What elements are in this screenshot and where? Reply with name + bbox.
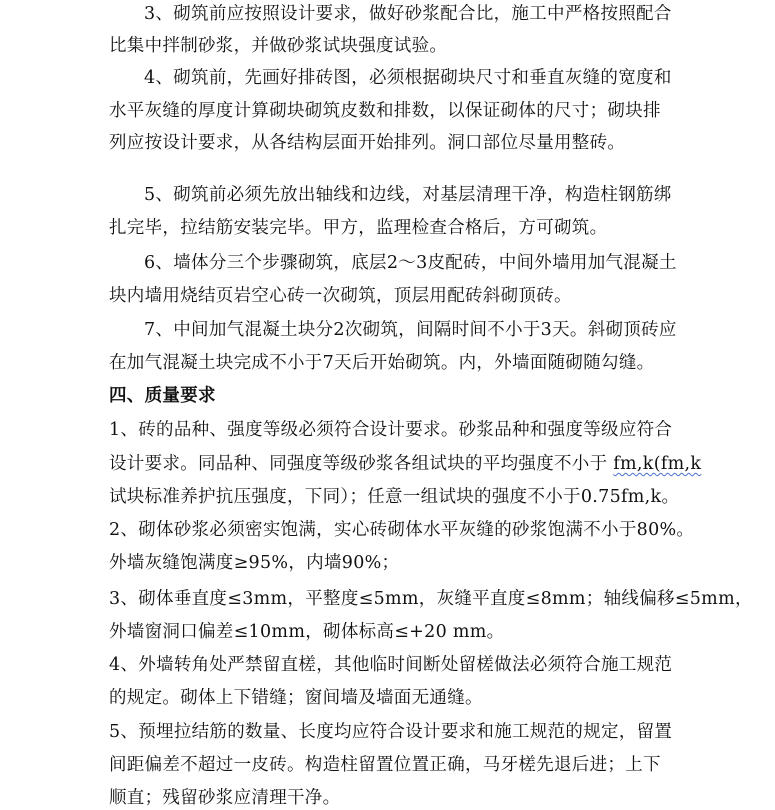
quality-5-line-1: 5、预埋拉结筋的数量、长度均应符合设计要求和施工规范的规定，留置: [109, 722, 673, 742]
quality-1-line-2-text: 设计要求。同品种、同强度等级砂浆各组试块的平均强度不小于: [109, 454, 614, 474]
quality-5-line-2: 间距偏差不超过一皮砖。构造柱留置位置正确，马牙槎先退后进；上下: [109, 755, 661, 775]
quality-1-line-1: 1、砖的品种、强度等级必须符合设计要求。砂浆品种和强度等级应符合: [109, 420, 673, 440]
spellcheck-marked-text: fm,k(fm,k: [613, 454, 702, 474]
section-heading-quality: 四、质量要求: [109, 386, 216, 406]
para-4-line-2: 水平灰缝的厚度计算砌块砌筑皮数和排数，以保证砌体的尺寸；砌块排: [109, 101, 661, 121]
quality-3-line-1: 3、砌体垂直度≤3mm，平整度≤5mm，灰缝平直度≤8mm；轴线偏移≤5mm，: [109, 589, 753, 609]
para-6-line-1: 6、墙体分三个步骤砌筑，底层2～3皮配砖，中间外墙用加气混凝土: [144, 253, 677, 273]
quality-4-line-1: 4、外墙转角处严禁留直槎，其他临时间断处留槎做法必须符合施工规范: [109, 655, 673, 675]
para-7-line-1: 7、中间加气混凝土块分2次砌筑，间隔时间不小于3天。斜砌顶砖应: [144, 320, 677, 340]
quality-2-line-2: 外墙灰缝饱满度≥95%，内墙90%；: [109, 553, 400, 573]
quality-5-line-3: 顺直；残留砂浆应清理干净。: [109, 788, 341, 808]
para-5-line-2: 扎完毕，拉结筋安装完毕。甲方，监理检查合格后，方可砌筑。: [109, 218, 608, 238]
quality-2-line-1: 2、砌体砂浆必须密实饱满，实心砖砌体水平灰缝的砂浆饱满不小于80%。: [109, 520, 695, 540]
para-4-line-1: 4、砌筑前，先画好排砖图，必须根据砌块尺寸和垂直灰缝的宽度和: [144, 68, 672, 88]
para-5-line-1: 5、砌筑前必须先放出轴线和边线，对基层清理干净，构造柱钢筋绑: [144, 185, 672, 205]
para-4-line-3: 列应按设计要求，从各结构层面开始排列。洞口部位尽量用整砖。: [109, 133, 626, 153]
para-3-line-1: 3、砌筑前应按照设计要求，做好砂浆配合比，施工中严格按照配合: [144, 4, 672, 24]
para-6-line-2: 块内墙用烧结页岩空心砖一次砌筑，顶层用配砖斜砌顶砖。: [109, 286, 572, 306]
quality-3-line-2: 外墙窗洞口偏差≤10mm，砌体标高≤+20 mm。: [109, 622, 505, 642]
para-3-line-2: 比集中拌制砂浆，并做砂浆试块强度试验。: [109, 36, 448, 56]
quality-1-line-2: [109, 452, 709, 476]
para-7-line-2: 在加气混凝土块完成不小于7天后开始砌筑。内，外墙面随砌随勾缝。: [109, 353, 655, 373]
quality-4-line-2: 的规定。砌体上下错缝；窗间墙及墙面无通缝。: [109, 688, 483, 708]
quality-1-line-3: 试块标准养护抗压强度，下同）；任意一组试块的强度不小于0.75fm,k。: [109, 487, 680, 507]
